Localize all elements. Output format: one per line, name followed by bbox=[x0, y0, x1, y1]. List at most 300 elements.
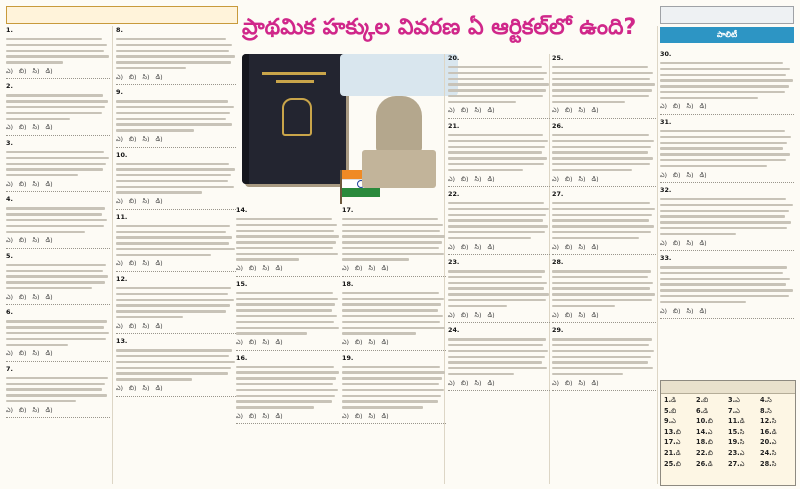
answer-key-answer: సి bbox=[739, 427, 745, 436]
question-text-line bbox=[116, 186, 234, 188]
question-text-line bbox=[116, 378, 192, 380]
question-text-line bbox=[552, 146, 651, 148]
answer-key-answer: ఎ bbox=[671, 417, 676, 426]
answer-options bbox=[552, 243, 656, 252]
question-item bbox=[552, 54, 656, 119]
option-label: బి) bbox=[673, 306, 681, 315]
question-text-line bbox=[448, 282, 547, 284]
answer-options bbox=[6, 123, 110, 132]
question-number: 18. bbox=[342, 279, 354, 288]
question-text-line bbox=[448, 361, 542, 363]
answer-options bbox=[448, 379, 550, 388]
option-label: ఎ) bbox=[116, 321, 124, 330]
answer-key-answer: సి bbox=[767, 406, 772, 415]
answer-key-answer: బి bbox=[707, 448, 713, 457]
answer-key-cell bbox=[696, 437, 728, 448]
question-number: 21. bbox=[448, 122, 460, 131]
question-text-line bbox=[342, 235, 445, 237]
option-label: డి) bbox=[487, 378, 495, 387]
question-text-line bbox=[660, 142, 787, 144]
option-label: డి) bbox=[381, 264, 389, 273]
question-text-line bbox=[116, 316, 183, 318]
question-item bbox=[6, 195, 110, 248]
question-text-line bbox=[236, 298, 338, 300]
option-label: బి) bbox=[249, 264, 257, 273]
question-column-5 bbox=[448, 54, 550, 484]
answer-key-cell bbox=[664, 406, 696, 417]
answer-options bbox=[660, 307, 794, 316]
option-label: సి) bbox=[262, 338, 270, 347]
question-text-line bbox=[6, 287, 92, 289]
question-number: 26. bbox=[552, 122, 564, 131]
answer-key-number: 14. bbox=[696, 427, 708, 436]
option-label: సి) bbox=[32, 236, 40, 245]
answer-options bbox=[236, 412, 340, 421]
answer-key-cell bbox=[728, 406, 760, 417]
question-text-line bbox=[116, 38, 226, 40]
answer-options bbox=[6, 67, 110, 76]
answer-options bbox=[6, 293, 110, 302]
option-label: బి) bbox=[673, 238, 681, 247]
question-number: 5. bbox=[6, 251, 13, 260]
option-label: ఎ) bbox=[6, 66, 14, 75]
answer-options bbox=[448, 311, 550, 320]
question-text-line bbox=[552, 361, 648, 363]
question-text-line bbox=[342, 303, 441, 305]
question-text-line bbox=[6, 225, 104, 227]
question-text-line bbox=[342, 406, 423, 408]
option-label: ఎ) bbox=[552, 106, 560, 115]
question-text-line bbox=[6, 332, 109, 334]
option-label: సి) bbox=[142, 384, 150, 392]
question-text-line bbox=[448, 338, 546, 340]
question-text-line bbox=[660, 272, 783, 274]
question-text-line bbox=[116, 304, 230, 306]
answer-options bbox=[342, 412, 446, 421]
answer-key-number: 2. bbox=[696, 396, 704, 404]
question-text-line bbox=[116, 287, 231, 289]
option-label: సి) bbox=[578, 106, 586, 115]
answer-key-answer: సి bbox=[767, 396, 772, 404]
question-item bbox=[6, 308, 110, 361]
answer-key-answer: ఎ bbox=[675, 438, 681, 447]
answer-key-cell bbox=[760, 459, 792, 470]
answer-key-title bbox=[661, 381, 795, 394]
question-text-line bbox=[448, 237, 531, 239]
answer-key-grid bbox=[661, 394, 795, 470]
option-label: డి) bbox=[591, 378, 599, 387]
answer-key-number: 6. bbox=[696, 406, 704, 415]
question-text-line bbox=[236, 247, 333, 249]
question-text-line bbox=[236, 315, 337, 317]
question-text-line bbox=[6, 281, 105, 283]
question-text-line bbox=[6, 264, 106, 266]
question-text-line bbox=[342, 309, 438, 311]
option-label: డి) bbox=[45, 123, 53, 132]
answer-options bbox=[552, 311, 656, 320]
option-label: సి) bbox=[474, 310, 482, 319]
answer-key-answer: సి bbox=[771, 459, 777, 468]
question-text-line bbox=[342, 258, 409, 260]
question-text-line bbox=[552, 72, 653, 74]
question-text-line bbox=[552, 219, 649, 221]
question-text-line bbox=[660, 91, 785, 93]
question-text-line bbox=[552, 237, 639, 239]
option-label: సి) bbox=[578, 174, 586, 183]
option-label: ఎ) bbox=[342, 338, 350, 347]
option-label: డి) bbox=[155, 197, 163, 206]
question-text-line bbox=[552, 208, 655, 210]
question-text-line bbox=[448, 231, 545, 233]
option-label: ఎ) bbox=[448, 174, 456, 183]
answer-key-cell bbox=[696, 448, 728, 459]
question-number: 25. bbox=[552, 54, 564, 62]
question-number: 2. bbox=[6, 82, 13, 91]
answer-key-cell bbox=[696, 395, 728, 406]
question-item bbox=[448, 122, 550, 187]
answer-key-cell bbox=[728, 448, 760, 459]
question-number: 19. bbox=[342, 353, 354, 362]
question-text-line bbox=[660, 136, 791, 138]
question-text-line bbox=[116, 118, 226, 120]
option-label: ఎ) bbox=[6, 405, 14, 414]
answer-key-cell bbox=[664, 395, 696, 406]
question-item bbox=[552, 326, 656, 391]
option-label: సి) bbox=[686, 170, 694, 179]
question-text-line bbox=[660, 301, 746, 303]
answer-key-answer: డి bbox=[671, 396, 676, 404]
option-label: సి) bbox=[142, 321, 150, 330]
question-text-line bbox=[236, 258, 299, 260]
question-number: 31. bbox=[660, 118, 672, 127]
question-text-line bbox=[6, 38, 102, 40]
question-number: 15. bbox=[236, 279, 248, 288]
answer-key-answer: సి bbox=[771, 448, 777, 457]
question-number: 29. bbox=[552, 326, 564, 335]
option-label: బి) bbox=[129, 259, 137, 268]
question-text-line bbox=[236, 303, 335, 305]
question-text-line bbox=[448, 373, 514, 375]
option-label: సి) bbox=[368, 338, 376, 347]
answer-key-cell bbox=[664, 437, 696, 448]
question-text-line bbox=[116, 299, 234, 301]
question-text-line bbox=[236, 366, 334, 368]
option-label: బి) bbox=[673, 170, 681, 179]
option-label: సి) bbox=[142, 259, 150, 268]
question-text-line bbox=[552, 214, 652, 216]
question-text-line bbox=[6, 344, 68, 346]
answer-key-number: 28. bbox=[760, 459, 772, 468]
answer-options bbox=[448, 175, 550, 184]
question-text-line bbox=[552, 299, 652, 301]
page-title: ప్రాథమిక హక్కుల వివరణ ఏ ఆర్టికల్‌లో ఉంది? bbox=[242, 15, 637, 40]
question-text-line bbox=[236, 309, 332, 311]
question-text-line bbox=[552, 157, 653, 159]
answer-key-number: 8. bbox=[760, 406, 768, 415]
constitution-book-image bbox=[242, 54, 346, 184]
answer-key-cell bbox=[760, 437, 792, 448]
question-text-line bbox=[116, 44, 232, 46]
answer-key-cell bbox=[696, 416, 728, 427]
answer-key-answer: ఎ bbox=[739, 459, 745, 468]
question-text-line bbox=[660, 233, 736, 235]
answer-key-answer: డి bbox=[739, 417, 745, 426]
option-label: డి) bbox=[45, 179, 53, 188]
option-label: డి) bbox=[591, 174, 599, 183]
question-number: 11. bbox=[116, 212, 128, 221]
question-text-line bbox=[448, 202, 544, 204]
question-number: 33. bbox=[660, 254, 672, 263]
answer-options bbox=[448, 243, 550, 252]
option-label: బి) bbox=[461, 106, 469, 115]
question-text-line bbox=[116, 293, 228, 295]
option-label: బి) bbox=[129, 72, 137, 81]
question-text-line bbox=[448, 95, 543, 97]
answer-key-number: 4. bbox=[760, 396, 768, 404]
option-label: సి) bbox=[578, 378, 586, 387]
option-label: బి) bbox=[673, 102, 681, 111]
option-label: బి) bbox=[19, 349, 27, 358]
option-label: సి) bbox=[32, 123, 40, 132]
option-label: బి) bbox=[249, 411, 257, 420]
option-label: ఎ) bbox=[552, 310, 560, 319]
question-text-line bbox=[236, 292, 333, 294]
question-text-line bbox=[448, 78, 544, 80]
question-text-line bbox=[6, 157, 109, 159]
option-label: డి) bbox=[699, 102, 707, 111]
option-label: డి) bbox=[45, 236, 53, 245]
option-label: సి) bbox=[686, 238, 694, 247]
option-label: బి) bbox=[19, 236, 27, 245]
option-label: బి) bbox=[461, 242, 469, 251]
option-label: ఎ) bbox=[552, 242, 560, 251]
answer-key-answer: సి bbox=[771, 417, 777, 426]
answer-key-number: 3. bbox=[728, 396, 736, 404]
question-text-line bbox=[342, 247, 439, 249]
question-item bbox=[116, 151, 236, 210]
question-number: 28. bbox=[552, 258, 564, 267]
option-label: సి) bbox=[32, 405, 40, 414]
answer-key-answer: సి bbox=[739, 438, 745, 447]
option-label: బి) bbox=[461, 174, 469, 183]
option-label: బి) bbox=[19, 292, 27, 301]
question-text-line bbox=[342, 218, 438, 220]
question-item bbox=[342, 354, 446, 425]
answer-key-number: 15. bbox=[728, 427, 740, 436]
answer-key-number: 10. bbox=[696, 417, 708, 426]
answer-key-number: 1. bbox=[664, 396, 672, 404]
answer-key-number: 27. bbox=[728, 459, 740, 468]
question-text-line bbox=[552, 89, 652, 91]
answer-key-answer: బి bbox=[707, 417, 713, 426]
answer-options bbox=[660, 171, 794, 180]
question-text-line bbox=[236, 371, 339, 373]
answer-key-cell bbox=[760, 448, 792, 459]
question-text-line bbox=[660, 215, 785, 217]
question-item bbox=[6, 365, 110, 418]
question-text-line bbox=[6, 163, 106, 165]
answer-key-number: 5. bbox=[664, 406, 672, 415]
answer-options bbox=[116, 135, 236, 144]
answer-key-cell bbox=[728, 416, 760, 427]
question-column-1 bbox=[6, 26, 110, 484]
question-text-line bbox=[660, 68, 790, 70]
answer-key-number: 21. bbox=[664, 448, 676, 457]
question-text-line bbox=[552, 373, 623, 375]
question-text-line bbox=[116, 355, 229, 357]
question-text-line bbox=[6, 320, 107, 322]
option-label: ఎ) bbox=[236, 338, 244, 347]
question-text-line bbox=[236, 332, 307, 334]
question-number: 14. bbox=[236, 206, 248, 214]
answer-options bbox=[552, 379, 656, 388]
question-item bbox=[660, 118, 794, 183]
question-text-line bbox=[552, 344, 649, 346]
question-item bbox=[552, 122, 656, 187]
question-text-line bbox=[552, 287, 650, 289]
option-label: సి) bbox=[262, 264, 270, 273]
question-text-line bbox=[6, 213, 102, 215]
question-text-line bbox=[342, 253, 444, 255]
question-text-line bbox=[660, 147, 783, 149]
option-label: బి) bbox=[565, 106, 573, 115]
question-text-line bbox=[552, 350, 654, 352]
answer-key-number: 7. bbox=[728, 406, 736, 415]
option-label: ఎ) bbox=[660, 102, 668, 111]
question-number: 6. bbox=[6, 308, 13, 317]
question-text-line bbox=[552, 78, 650, 80]
question-text-line bbox=[342, 383, 439, 385]
answer-key-number: 26. bbox=[696, 459, 708, 468]
question-text-line bbox=[6, 106, 105, 108]
question-text-line bbox=[448, 83, 549, 85]
answer-key-cell bbox=[760, 406, 792, 417]
question-item bbox=[448, 190, 550, 255]
answer-options bbox=[116, 197, 236, 206]
question-item bbox=[116, 88, 236, 147]
question-text-line bbox=[342, 371, 445, 373]
question-text-line bbox=[448, 225, 548, 227]
question-text-line bbox=[660, 266, 787, 268]
question-text-line bbox=[116, 100, 228, 102]
question-text-line bbox=[552, 231, 651, 233]
question-text-line bbox=[236, 383, 333, 385]
question-text-line bbox=[660, 198, 786, 200]
question-item bbox=[342, 280, 446, 351]
option-label: బి) bbox=[565, 378, 573, 387]
option-label: సి) bbox=[578, 310, 586, 319]
question-text-line bbox=[552, 270, 651, 272]
answer-key bbox=[660, 380, 796, 486]
option-label: డి) bbox=[699, 170, 707, 179]
answer-options bbox=[6, 180, 110, 189]
question-text-line bbox=[116, 123, 232, 125]
question-text-line bbox=[660, 62, 783, 64]
question-text-line bbox=[448, 270, 545, 272]
question-text-line bbox=[116, 67, 186, 69]
question-column-2 bbox=[116, 26, 236, 484]
option-label: సి) bbox=[686, 306, 694, 315]
question-text-line bbox=[6, 55, 109, 57]
question-text-line bbox=[6, 377, 108, 379]
question-text-line bbox=[660, 289, 793, 291]
option-label: బి) bbox=[355, 264, 363, 273]
parliament-image bbox=[340, 54, 458, 200]
option-label: బి) bbox=[565, 310, 573, 319]
option-label: ఎ) bbox=[660, 170, 668, 179]
question-text-line bbox=[342, 327, 445, 329]
question-text-line bbox=[6, 326, 104, 328]
option-label: డి) bbox=[155, 321, 163, 330]
question-number: 9. bbox=[116, 88, 123, 97]
question-text-line bbox=[342, 298, 444, 300]
question-text-line bbox=[6, 100, 108, 102]
option-label: బి) bbox=[249, 338, 257, 347]
question-text-line bbox=[236, 218, 332, 220]
question-text-line bbox=[660, 153, 790, 155]
question-text-line bbox=[448, 344, 543, 346]
question-number: 17. bbox=[342, 206, 354, 214]
question-text-line bbox=[552, 83, 655, 85]
question-column-4 bbox=[342, 206, 446, 484]
answer-options bbox=[6, 406, 110, 415]
option-label: సి) bbox=[368, 411, 376, 420]
question-number: 12. bbox=[116, 275, 128, 284]
question-number: 20. bbox=[448, 54, 460, 62]
question-text-line bbox=[116, 254, 211, 256]
option-label: ఎ) bbox=[448, 106, 456, 115]
question-text-line bbox=[236, 406, 314, 408]
option-label: డి) bbox=[381, 338, 389, 347]
answer-options bbox=[236, 338, 340, 347]
question-text-line bbox=[552, 356, 651, 358]
question-item bbox=[448, 258, 550, 323]
question-text-line bbox=[552, 151, 648, 153]
question-text-line bbox=[660, 130, 785, 132]
question-text-line bbox=[448, 299, 546, 301]
question-text-line bbox=[552, 282, 653, 284]
answer-key-number: 17. bbox=[664, 438, 676, 447]
question-number: 30. bbox=[660, 50, 672, 58]
question-text-line bbox=[236, 224, 337, 226]
option-label: డి) bbox=[275, 338, 283, 347]
answer-key-answer: డి bbox=[675, 448, 681, 457]
question-text-line bbox=[116, 367, 231, 369]
answer-options bbox=[342, 264, 446, 273]
question-item bbox=[116, 337, 236, 396]
question-text-line bbox=[116, 61, 231, 63]
answer-key-cell bbox=[664, 416, 696, 427]
option-label: ఎ) bbox=[6, 349, 14, 358]
question-text-line bbox=[236, 321, 334, 323]
option-label: బి) bbox=[19, 405, 27, 414]
question-text-line bbox=[448, 157, 547, 159]
question-text-line bbox=[552, 276, 648, 278]
question-text-line bbox=[342, 230, 440, 232]
question-text-line bbox=[236, 235, 339, 237]
option-label: డి) bbox=[45, 349, 53, 358]
question-text-line bbox=[342, 321, 440, 323]
option-label: ఎ) bbox=[6, 123, 14, 132]
question-text-line bbox=[342, 389, 444, 391]
option-label: ఎ) bbox=[448, 242, 456, 251]
option-label: బి) bbox=[19, 179, 27, 188]
answer-key-number: 24. bbox=[760, 448, 772, 457]
option-label: డి) bbox=[487, 242, 495, 251]
question-text-line bbox=[448, 134, 543, 136]
question-item bbox=[6, 26, 110, 79]
answer-options bbox=[660, 239, 794, 248]
